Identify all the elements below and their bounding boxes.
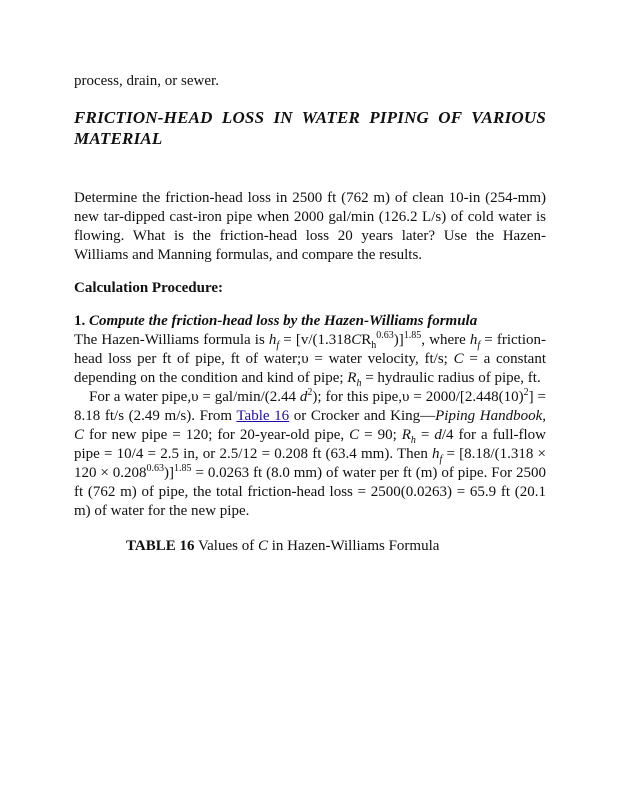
table-label: TABLE 16 xyxy=(126,538,195,554)
section-title: FRICTION-HEAD LOSS IN WATER PIPING OF VARIOUS MATERIAL xyxy=(74,108,546,148)
calculation-paragraph: For a water pipe,υ = gal/min/(2.44 $d^2$); for this pipe,υ = $2000/[2.448(10)^2] = 8.18$ ft/s (2.49 m/s). From Table 16 or Crocker and King—Piping Handbook, C for new pipe = 120; for 20-year-old pipe, C = 90; $R_h = d/4$ for a full-flow pipe = 10/4 = 2.5 in, or 2.5/12 = 0.208 ft (63.4 mm). Then $h_f = [8.18/(1.318 \times 120 \times 0.208^{0.63})]^{1.85} = 0.0263$ ft (8.0 mm) of water per ft (m) of pipe. For 2500 ft (762 m) of pipe, the total friction-head loss = 2500(0.0263) = 65.9 ft (20.1 m) of water for the new pipe. xyxy=(74,387,546,519)
step-title: Compute the friction-head loss by the Hazen-Williams formula xyxy=(89,313,478,329)
step-number: 1. xyxy=(74,313,86,329)
page-content xyxy=(74,72,546,556)
hazen-williams-paragraph: The Hazen-Williams formula is $h_f = [v/(1.318CR_h^{0.63})]^{1.85}$, where $h_f$ = friction-head loss per ft of pipe, ft of water;υ = water velocity, ft/s; C = a constant depending on the condition and kind of pipe; $R_h$ = hydraulic radius of pipe, ft. xyxy=(74,330,546,389)
table-16-link[interactable]: Table 16 xyxy=(236,408,290,424)
calculation-heading: Calculation Procedure: xyxy=(74,280,224,296)
problem-statement: Determine the friction-head loss in 2500 ft (762 m) of clean 10-in (254-mm) new tar-dipped cast-iron pipe when 2000 gal/min (126.2 L/s) of cold water is flowing. What is the friction-head loss 20 years later? Use the Hazen-Williams and Manning formulas, and compare the results. xyxy=(74,190,546,263)
intro-fragment: process, drain, or sewer. xyxy=(74,73,219,89)
table-caption: TABLE 16 Values of C in Hazen-Williams Formula xyxy=(126,538,440,554)
step-1-heading xyxy=(74,312,546,331)
